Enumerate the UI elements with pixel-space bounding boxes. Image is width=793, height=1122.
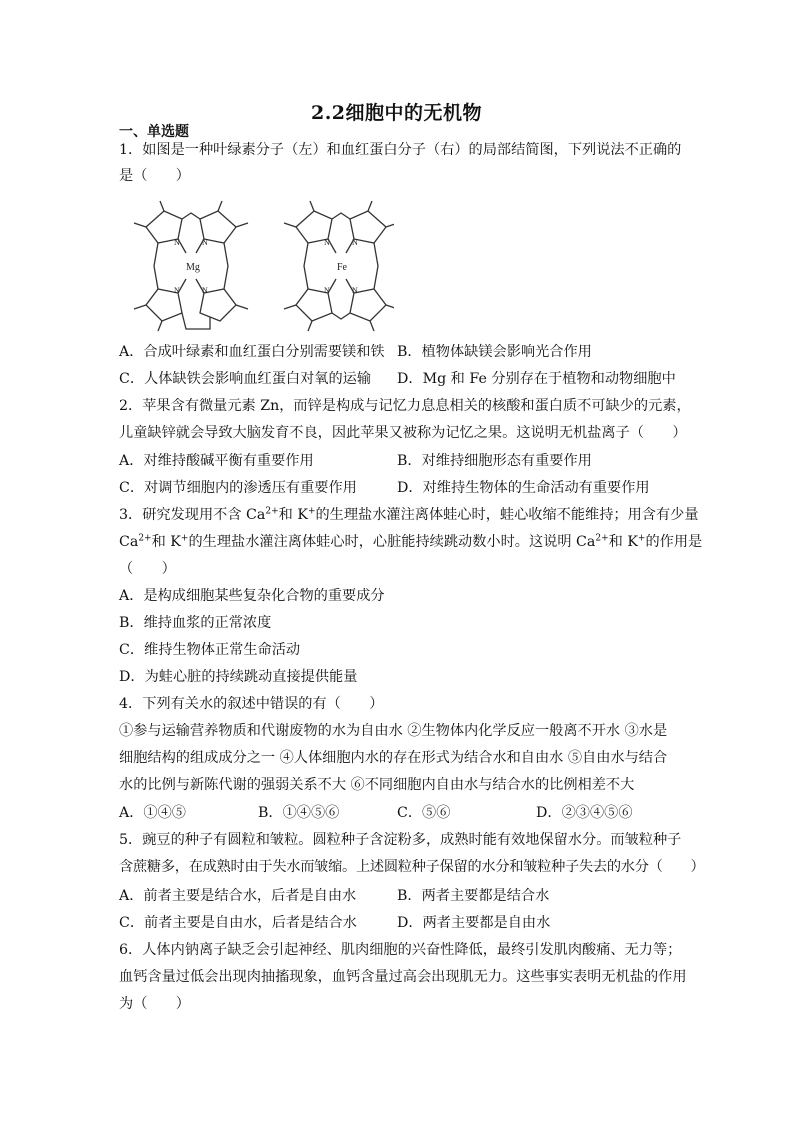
n-label: N: [324, 286, 330, 295]
q4-stem-line4: 水的比例与新陈代谢的强弱关系不大 ⑥不同细胞内自由水与结合水的比例相差不大: [119, 777, 635, 793]
q1-option-d: D．Mg 和 Fe 分别存在于植物和动物细胞中: [397, 371, 676, 387]
q1-option-a: A．合成叶绿素和血红蛋白分别需要镁和铁: [119, 344, 385, 360]
q3-stem-line2: $Ca^{2+}$和 K+的生理盐水灌注离体蛙心时，心脏能持续跳动数小时。这说明 $Ca^{2+}$和 K+的作用是: [119, 533, 703, 550]
n-label: N: [202, 286, 208, 295]
q4-option-c: C．⑤⑥: [397, 805, 451, 821]
q5-stem-line1: 5．豌豆的种子有圆粒和皱粒。圆粒种子含淀粉多，成熟时能有效地保留水分。而皱粒种子: [119, 832, 682, 848]
n-label: N: [324, 238, 330, 247]
q2-option-d: D．对维持生物体的生命活动有重要作用: [397, 480, 650, 496]
fe-label: Fe: [337, 262, 347, 273]
q3-option-a: A．是构成细胞某些复杂化合物的重要成分: [119, 588, 385, 604]
n-label: N: [202, 238, 208, 247]
molecule-figure: [124, 197, 394, 335]
q5-option-b: B．两者主要都是结合水: [397, 888, 550, 904]
q4-option-a: A．①④⑤: [119, 805, 186, 821]
q5-option-d: D．两者主要都是自由水: [397, 915, 551, 931]
n-label: N: [174, 286, 180, 295]
q1-stem-line2: 是（ ）: [119, 168, 190, 184]
q3-option-d: D．为蛙心脏的持续跳动直接提供能量: [119, 669, 358, 685]
q4-stem-line1: 4．下列有关水的叙述中错误的有（ ）: [119, 696, 384, 712]
q2-option-a: A．对维持酸碱平衡有重要作用: [119, 453, 314, 469]
q6-stem-line2: 血钙含量过低会出现肉抽搐现象，血钙含量过高会出现肌无力。这些事实表明无机盐的作用: [119, 969, 687, 985]
n-label: N: [352, 238, 358, 247]
page-title: 2.2细胞中的无机物: [310, 102, 483, 124]
q3-stem-line3: （ ）: [119, 561, 176, 577]
q2-stem-line2: 儿童缺锌就会导致大脑发育不良，因此苹果又被称为记忆之果。这说明无机盐离子（ ）: [119, 425, 687, 441]
q2-option-b: B．对维持细胞形态有重要作用: [397, 453, 592, 469]
q5-option-a: A．前者主要是结合水，后者是自由水: [119, 888, 357, 904]
q4-stem-line2: ①参与运输营养物质和代谢废物的水为自由水 ②生物体内化学反应一般离不开水 ③水是: [119, 723, 668, 739]
q5-stem-line2: 含蔗糖多，在成熟时由于失水而皱缩。上述圆粒种子保留的水分和皱粒种子失去的水分（ ）: [119, 859, 705, 875]
q4-option-b: B．①④⑤⑥: [258, 805, 340, 821]
q3-stem-line1: 3．研究发现用不含 $Ca^{2+}$和 K+的生理盐水灌注离体蛙心时，蛙心收缩不能维持；用含有少量: [119, 506, 699, 523]
n-label: N: [352, 286, 358, 295]
q1-stem-line1: 1．如图是一种叶绿素分子（左）和血红蛋白分子（右）的局部结简图，下列说法不正确的: [119, 142, 682, 158]
q1-option-c: C．人体缺铁会影响血红蛋白对氧的运输: [119, 371, 372, 387]
mg-label: Mg: [186, 262, 200, 273]
n-label: N: [174, 238, 180, 247]
q4-stem-line3: 细胞结构的组成成分之一 ④人体细胞内水的存在形式为结合水和自由水 ⑤自由水与结合: [119, 750, 668, 766]
q1-option-b: B．植物体缺镁会影响光合作用: [397, 344, 592, 360]
q3-option-c: C．维持生物体正常生命活动: [119, 642, 301, 658]
section-heading: 一、单选题: [119, 124, 189, 140]
q6-stem-line3: 为（ ）: [119, 996, 190, 1012]
q6-stem-line1: 6．人体内钠离子缺乏会引起神经、肌肉细胞的兴奋性降低，最终引发肌肉酸痛、无力等；: [119, 942, 682, 958]
q3-option-b: B．维持血浆的正常浓度: [119, 615, 272, 631]
q2-stem-line1: 2．苹果含有微量元素 Zn，而锌是构成与记忆力息息相关的核酸和蛋白质不可缺少的元素，: [119, 398, 691, 414]
q5-option-c: C．前者主要是自由水，后者是结合水: [119, 915, 357, 931]
q2-option-c: C．对调节细胞内的渗透压有重要作用: [119, 480, 357, 496]
q4-option-d: D．②③④⑤⑥: [536, 805, 633, 821]
